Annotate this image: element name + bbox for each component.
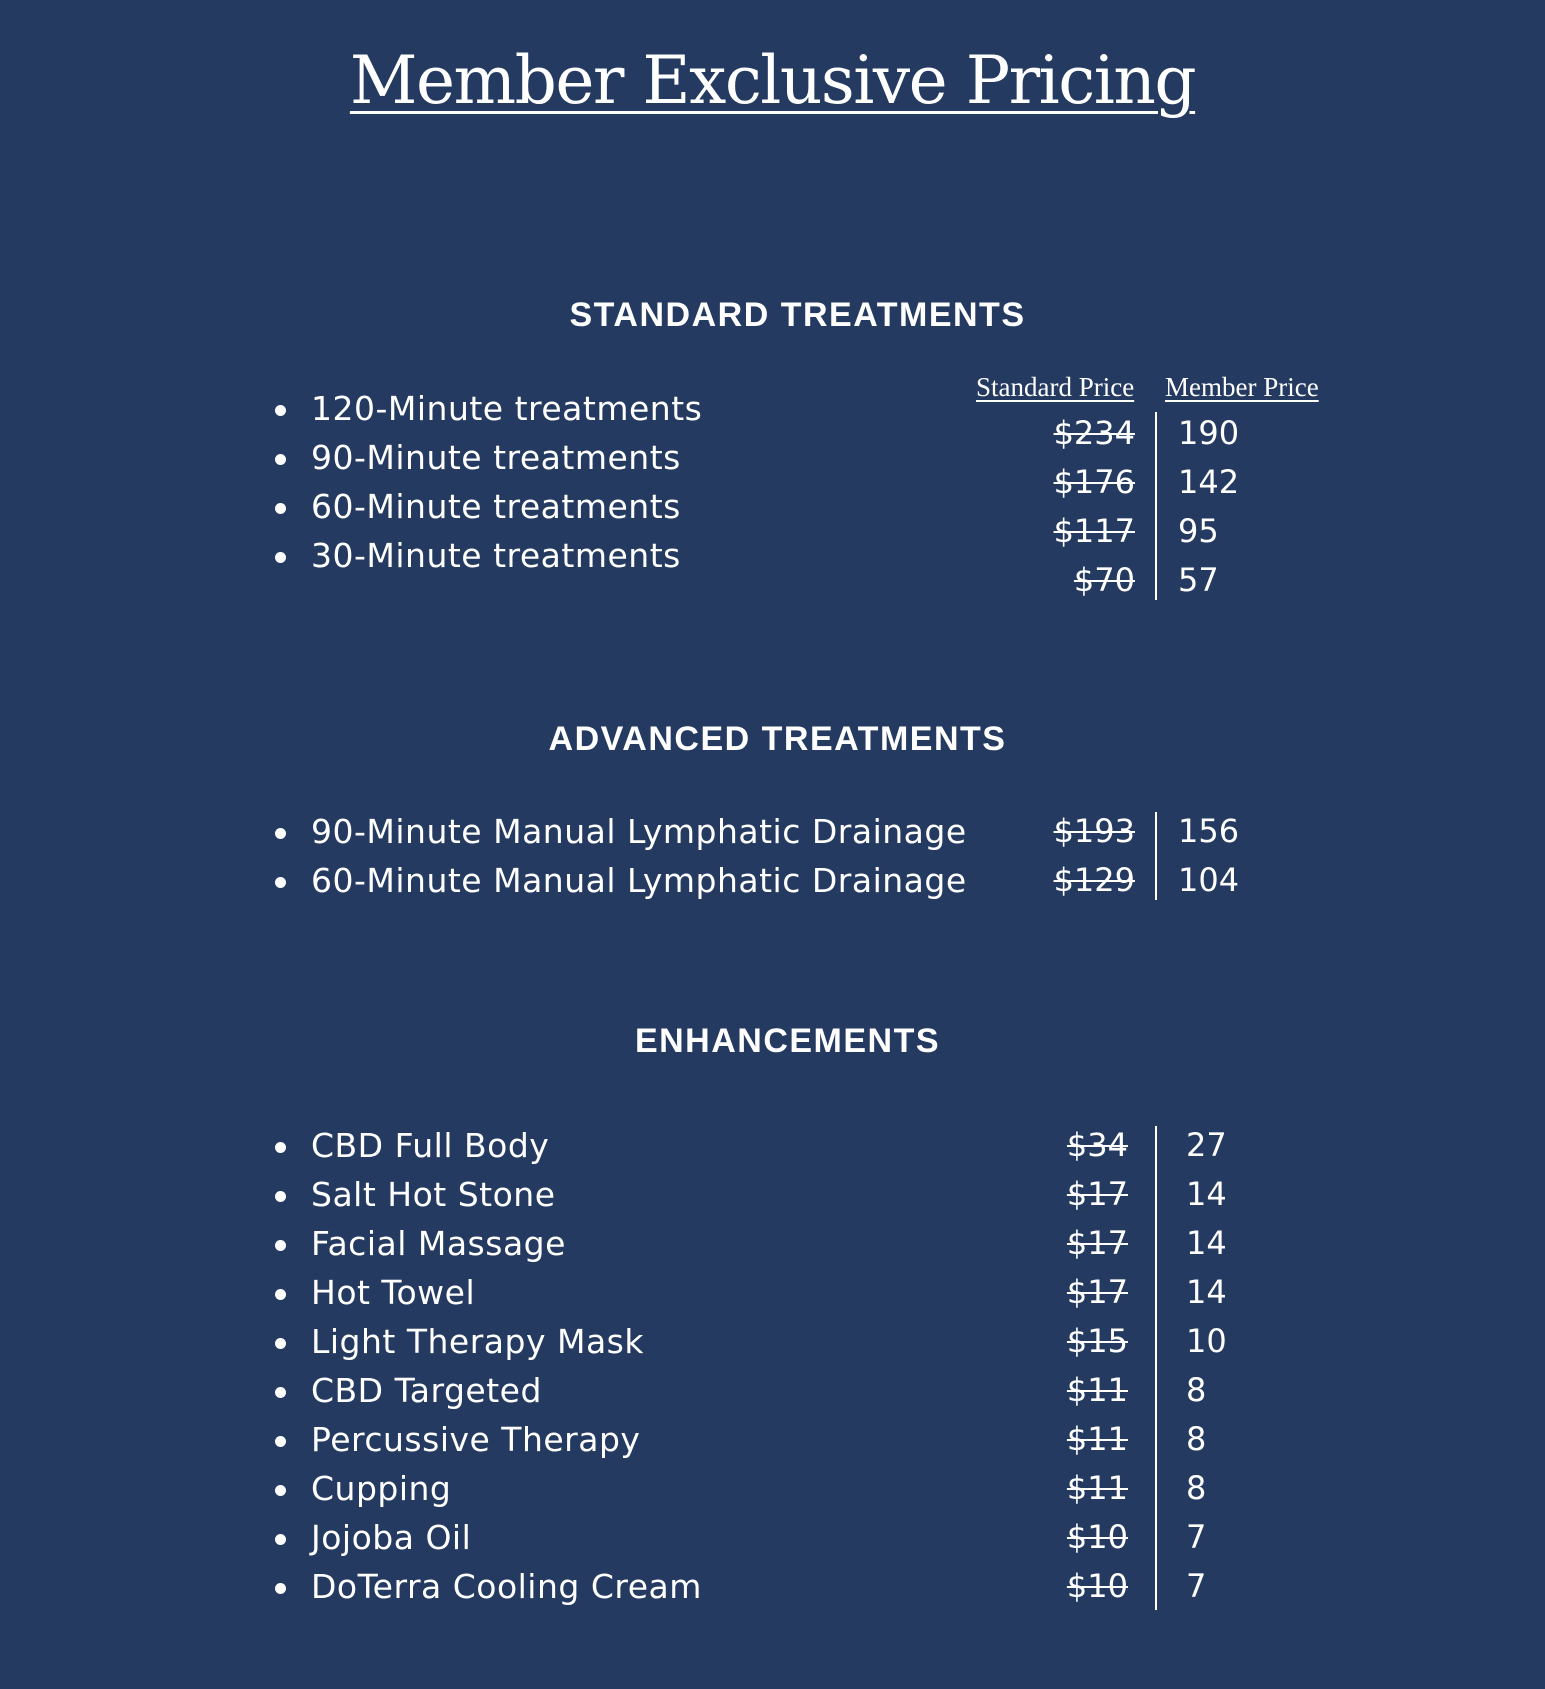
list-item: 30-Minute treatments — [268, 531, 702, 580]
standard-price: $34 — [1066, 1126, 1128, 1164]
member-price: 57 — [1178, 561, 1219, 599]
member-price: 10 — [1186, 1322, 1227, 1360]
standard-price: $11 — [1066, 1371, 1128, 1409]
standard-price: $11 — [1066, 1469, 1128, 1507]
advanced-treatments-heading: ADVANCED TREATMENTS — [548, 720, 1007, 758]
list-item: Percussive Therapy — [268, 1415, 702, 1464]
standard-price: $15 — [1066, 1322, 1128, 1360]
standard-price: $17 — [1066, 1273, 1128, 1311]
member-price: 7 — [1186, 1518, 1207, 1556]
standard-price: $193 — [1053, 812, 1135, 850]
page-title: Member Exclusive Pricing — [349, 42, 1196, 119]
member-price: 14 — [1186, 1273, 1227, 1311]
list-item: Salt Hot Stone — [268, 1170, 702, 1219]
standard-price: $176 — [1053, 463, 1135, 501]
list-item: Light Therapy Mask — [268, 1317, 702, 1366]
member-price: 7 — [1186, 1567, 1207, 1605]
standard-price: $117 — [1053, 512, 1135, 550]
list-item: Cupping — [268, 1464, 702, 1513]
member-price: 8 — [1186, 1469, 1207, 1507]
member-price: 95 — [1178, 512, 1219, 550]
list-item: Facial Massage — [268, 1219, 702, 1268]
list-item: DoTerra Cooling Cream — [268, 1562, 702, 1611]
list-item: 60-Minute treatments — [268, 482, 702, 531]
list-item: Hot Towel — [268, 1268, 702, 1317]
enhancements-heading: ENHANCEMENTS — [634, 1022, 941, 1060]
member-price: 190 — [1178, 414, 1240, 452]
standard-price: $10 — [1066, 1567, 1128, 1605]
advanced-price-divider — [1155, 812, 1157, 900]
standard-price: $129 — [1053, 861, 1135, 899]
standard-price: $17 — [1066, 1175, 1128, 1213]
list-item: Jojoba Oil — [268, 1513, 702, 1562]
standard-price-divider — [1155, 412, 1157, 600]
list-item: 120-Minute treatments — [268, 384, 702, 433]
standard-treatments-heading: STANDARD TREATMENTS — [569, 296, 1026, 334]
advanced-treatments-list — [268, 807, 967, 905]
standard-price: $11 — [1066, 1420, 1128, 1458]
list-item: 60-Minute Manual Lymphatic Drainage — [268, 856, 967, 905]
standard-price: $70 — [1073, 561, 1135, 599]
standard-price-column-header: Standard Price — [976, 372, 1135, 402]
list-item: 90-Minute Manual Lymphatic Drainage — [268, 807, 967, 856]
member-price: 27 — [1186, 1126, 1227, 1164]
member-price: 14 — [1186, 1175, 1227, 1213]
enhancements-price-divider — [1155, 1126, 1157, 1610]
list-item: CBD Full Body — [268, 1121, 702, 1170]
member-price-column-header: Member Price — [1165, 372, 1319, 402]
standard-price: $234 — [1053, 414, 1135, 452]
member-price: 142 — [1178, 463, 1240, 501]
standard-treatments-list — [268, 384, 702, 580]
list-item: CBD Targeted — [268, 1366, 702, 1415]
member-price: 104 — [1178, 861, 1240, 899]
member-price: 8 — [1186, 1371, 1207, 1409]
enhancements-list — [268, 1121, 702, 1611]
standard-price: $10 — [1066, 1518, 1128, 1556]
member-price: 14 — [1186, 1224, 1227, 1262]
list-item: 90-Minute treatments — [268, 433, 702, 482]
standard-price: $17 — [1066, 1224, 1128, 1262]
member-price: 8 — [1186, 1420, 1207, 1458]
member-price: 156 — [1178, 812, 1240, 850]
